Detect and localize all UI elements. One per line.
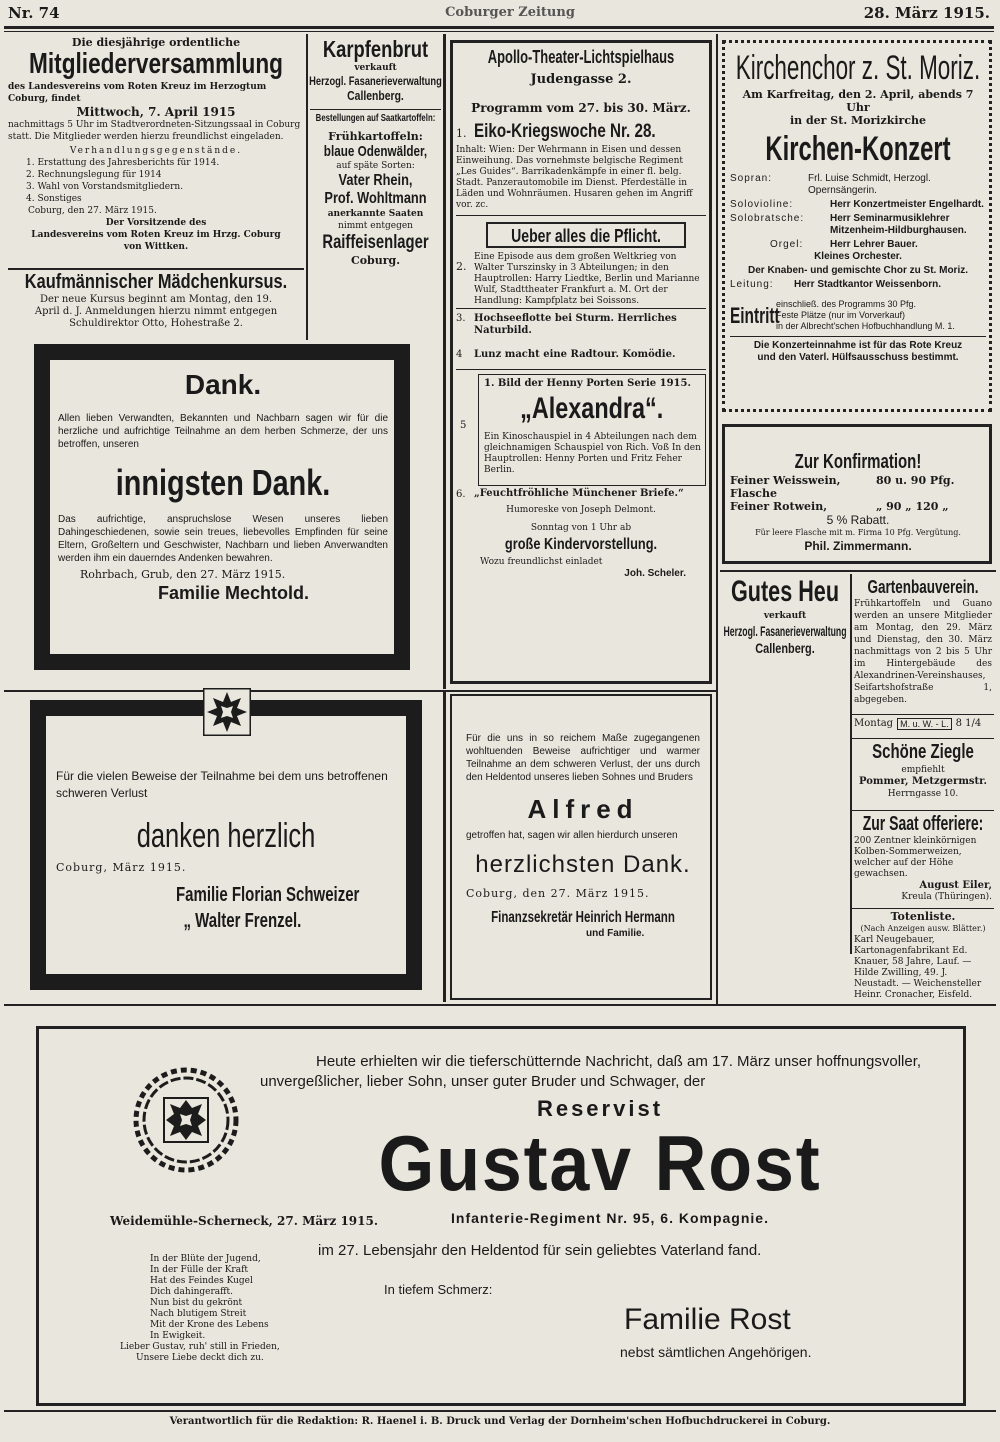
poem-line: Mit der Krone des Lebens — [150, 1320, 269, 1330]
ad-text: und den Vaterl. Hülfsausschuss bestimmt. — [757, 352, 959, 363]
footer-rule — [4, 1410, 996, 1412]
rost-place: Weidemühle-Scherneck, 27. März 1915. — [110, 1214, 379, 1228]
ad-text: blaue Odenwälder, — [323, 143, 428, 160]
program-item — [456, 121, 706, 145]
performer-row — [730, 279, 986, 291]
performer-label: Solobratsche: — [730, 213, 805, 224]
ad-title: Gartenbauverein. — [867, 577, 979, 597]
ad-mitgliederversammlung — [8, 36, 304, 253]
performer-row — [730, 213, 986, 237]
ad-dank-mechtold-content — [58, 368, 388, 604]
ad-text: Die Konzerteinnahme ist für das Rote Kreuz — [753, 340, 963, 351]
ad-rule — [852, 810, 994, 811]
ad-karpfenbrut — [310, 36, 441, 267]
ad-text: Frühkartoffeln und Guano werden an unsere Mitglieder am Montag, den 29. März und Dienstag, den 30. März nachmittags von 2 bis 5 Uhr im Hintergebäude des Alexandrinen-Vereinshauses, Seifartshofstraße 1, abgegeben. — [854, 599, 992, 705]
montag-label: Montag — [854, 718, 894, 729]
ad-title: Zur Konfirmation! — [794, 451, 922, 473]
agenda-item: 4. Sonstiges — [26, 194, 82, 204]
price-value: „ 90 „ 120 „ — [876, 500, 949, 513]
newspaper-title: Coburger Zeitung — [445, 5, 575, 20]
program-title: „Feuchtfröhliche Münchener Briefe.“ — [474, 488, 684, 499]
performer-name: Herr Stadtkantor Weissenborn. — [794, 279, 942, 290]
ad-text: (Nach Anzeigen ausw. Blätter.) — [860, 924, 986, 933]
ad-address: Judengasse 2. — [530, 72, 632, 87]
ad-signature: und Familie. — [586, 928, 645, 939]
program-item — [456, 374, 706, 486]
program-title: Lunz macht eine Radtour. Komödie. — [474, 349, 676, 360]
ad-rule — [456, 369, 706, 370]
price-row — [730, 474, 986, 500]
ad-title: Kirchenchor z. St. Moriz. — [735, 49, 981, 87]
column-rule — [850, 574, 852, 954]
poem-line: Nach blutigem Streit — [150, 1309, 247, 1319]
ad-text: Für leere Flasche mit m. Firma 10 Pfg. Vergütung. — [755, 528, 961, 537]
ad-text: nachmittags 5 Uhr im Stadtverordneten-Sitzungssaal in Coburg statt. Die Mitglieder werden hierzu freundlichst eingeladen. — [8, 120, 301, 142]
program-text: Wozu freundlichst einladet — [480, 557, 603, 567]
ad-signature: Joh. Scheler. — [624, 568, 686, 579]
ad-text: getroffen hat, sagen wir allen hierdurch unseren — [466, 830, 678, 841]
ad-text: einschließ. des Programms 30 Pfg. — [776, 299, 917, 309]
ad-totenliste — [854, 910, 992, 1001]
ad-ziegle — [854, 740, 992, 800]
ad-title: Totenliste. — [890, 910, 956, 923]
ad-text: Feste Plätze (nur im Vorverkauf) — [776, 310, 906, 320]
rost-poem — [120, 1254, 340, 1364]
ad-title: Kaufmännischer Mädchenkursus. — [24, 271, 288, 293]
ad-title: Apollo-Theater-Lichtspielhaus — [487, 47, 675, 67]
ad-text: Frühkartoffeln: — [328, 130, 423, 143]
ad-rule — [852, 908, 994, 909]
montag-fraction: 8 1/4 — [955, 718, 982, 729]
column-rule — [443, 34, 446, 689]
price-row — [730, 500, 986, 513]
ad-big-text: innigsten Dank. — [115, 462, 331, 503]
iron-cross-icon — [203, 688, 251, 736]
program-text: Humoreske von Joseph Delmont. — [506, 505, 656, 515]
program-text: Eine Episode aus dem großen Weltkrieg von Walter Turszinsky in 3 Abteilungen; in den Hauptrollen: Harry Liedtke, Berlin und Marianne Wulf, Stadttheater Frankfurt a. M. Ort der Handlung: Kampfplatz bei Soissons. — [474, 252, 700, 306]
row-rule — [4, 1004, 996, 1006]
ad-text: 200 Zentner kleinkörnigen Kolben-Sommerweizen, welcher auf der Höhe gewachsen. — [854, 836, 977, 879]
program-text: 1. Bild der Henny Porten Serie 1915. — [484, 378, 691, 389]
ad-title: Karpfenbrut — [322, 36, 429, 62]
rost-intro — [260, 1052, 960, 1092]
agenda-item: 1. Erstattung des Jahresberichts für 1914. — [26, 158, 220, 168]
ad-text: Für die uns in so reichem Maße zugegangenen wohltuenden Beweise aufrichtiger und warmer Teilnahme an dem schweren Verlust, der uns durch den Heldentod unseres lieben Sohnes und Bruders — [466, 733, 700, 783]
ad-text: Prof. Wohltmann — [324, 190, 427, 207]
ad-signature: Kreula (Thüringen). — [901, 892, 992, 902]
agenda-item: 2. Rechnungslegung für 1914 — [26, 170, 162, 180]
ad-text: nimmt entgegen — [338, 221, 413, 231]
agenda-item: 3. Wahl von Vorstandsmitgliedern. — [26, 182, 184, 192]
ad-signature: August Eiler, — [919, 880, 992, 891]
ad-kirchenchor-content — [730, 48, 986, 364]
ad-saat — [854, 812, 992, 903]
program-number: 3. — [456, 313, 466, 324]
ad-place-date: Coburg, den 27. März 1915. — [466, 887, 650, 900]
ad-rule — [456, 308, 706, 309]
performer-label: Leitung: — [730, 279, 774, 290]
program-item — [456, 313, 706, 349]
ad-konfirmation-content — [730, 450, 986, 553]
poem-line: Hat des Feindes Kugel — [150, 1276, 253, 1286]
ad-text: in der Albrecht'schen Hofbuchhandlung M. 1. — [776, 321, 955, 331]
issue-number: Nr. 74 — [8, 4, 60, 22]
ad-rule — [730, 336, 986, 337]
ad-signature: Familie Mechtold. — [158, 583, 310, 603]
ad-text: unvergeßlicher, lieber Sohn, unser guter Bruder und Schwager, der — [260, 1073, 706, 1090]
performer-name: Herr Seminarmusiklehrer Mitzenheim-Hildburghausen. — [830, 213, 967, 236]
ad-text: verkauft — [763, 611, 807, 621]
ad-text: empfiehlt — [901, 765, 945, 775]
ad-rule — [456, 215, 706, 216]
ad-text: Schuldirektor Otto, Hohestraße 2. — [69, 318, 243, 329]
header-rule — [4, 26, 994, 29]
program-number: 6. — [456, 489, 466, 500]
ad-text: Vater Rhein, — [338, 172, 413, 189]
performer-name: Herr Lehrer Bauer. — [830, 239, 918, 250]
ad-intro: Die diesjährige ordentliche — [71, 36, 241, 49]
ad-signature: Finanzsekretär Heinrich Hermann — [491, 909, 675, 926]
ad-gartenbauverein — [854, 576, 992, 706]
ad-text: Für die vielen Beweise der Teilnahme bei dem uns betroffenen schweren Verlust — [56, 769, 388, 800]
ad-signature: von Wittken. — [123, 242, 189, 252]
row-rule — [4, 690, 716, 692]
poem-line: Lieber Gustav, ruh' still in Frieden, — [120, 1342, 280, 1352]
program-item — [456, 349, 706, 365]
ad-text: auf späte Sorten: — [336, 161, 415, 171]
wreath-cross-icon — [126, 1058, 246, 1178]
performer-label: Orgel: — [770, 239, 804, 250]
ad-text: Das aufrichtige, anspruchslose Wesen unseres lieben Dahingeschiedenen, sowie sein treues, liebevolles Empfinden für seine Eltern, Großeltern und Geschwister, Nachbarn und lieben Anverwandten werden ihm ein dauerndes Andenken bewahren. — [58, 514, 388, 564]
ad-text: Heute erhielten wir die tieferschütternde Nachricht, daß am 17. März unser hoffnungsvoller, — [316, 1053, 922, 1070]
column-rule — [443, 692, 446, 1002]
rost-signature: Familie Rost — [624, 1303, 791, 1336]
performer-name: Frl. Luise Schmidt, Herzogl. Opernsängerin. — [808, 173, 931, 196]
ad-text: 5 % Rabatt. — [826, 513, 890, 527]
ad-text: Herrngasse 10. — [887, 789, 959, 799]
ad-text: Callenberg. — [755, 640, 815, 656]
program-item — [456, 488, 706, 504]
program-text: Sonntag von 1 Uhr ab — [530, 523, 632, 533]
ad-big-text: danken herzlich — [136, 817, 316, 855]
ad-dank-schweizer-content — [56, 768, 396, 934]
price-label: Feiner Weisswein, Flasche — [730, 474, 841, 500]
performer-label: Solovioline: — [730, 199, 794, 210]
ad-text: verkauft — [354, 63, 397, 73]
program-title: große Kindervorstellung. — [504, 536, 658, 553]
ad-text: Am Karfreitag, den 2. April, abends 7 Uhr — [742, 88, 974, 114]
ad-title: Zur Saat offeriere: — [862, 813, 984, 835]
ad-big-text: Kirchen-Konzert — [765, 130, 951, 168]
poem-line: Dich dahingerafft. — [150, 1287, 234, 1297]
ad-text: Allen lieben Verwandten, Bekannten und Nachbarn sagen wir für die herzliche und aufrichtige Teilnahme an dem herben Schmerze, der uns betroffen, unseren — [58, 413, 388, 450]
program-number: 1. — [456, 127, 467, 140]
performer-row — [730, 199, 986, 211]
ad-signature: Der Vorsitzende des — [105, 218, 207, 228]
imprint: Verantwortlich für die Redaktion: R. Haenel i. B. Druck und Verlag der Dornheim'schen Hofbuchdruckerei in Coburg. — [169, 1416, 831, 1427]
ad-text: Der neue Kursus beginnt am Montag, den 19. — [39, 294, 273, 305]
poem-line: In der Fülle der Kraft — [150, 1265, 249, 1275]
ad-apollo-content — [456, 46, 706, 579]
ad-text: April d. J. Anmeldungen hierzu nimmt entgegen — [34, 306, 278, 317]
ad-gutes-heu — [722, 574, 848, 656]
ad-signature: Landesvereins vom Roten Kreuz im Hrzg. Coburg — [31, 230, 281, 240]
eintritt-info — [776, 299, 986, 332]
ad-text: Coburg. — [350, 254, 401, 267]
poem-line: In Ewigkeit. — [150, 1331, 206, 1341]
rost-text: im 27. Lebensjahr den Heldentod für sein geliebtes Vaterland fand. — [318, 1242, 762, 1259]
ad-title: Mitgliederversammlung — [29, 48, 283, 80]
ad-rule — [852, 714, 994, 715]
ad-programm: Programm vom 27. bis 30. März. — [471, 101, 691, 115]
ad-text: in der St. Morizkirche — [789, 114, 927, 127]
ad-big-text: herzlichsten Dank. — [475, 851, 691, 878]
program-title-text: „Alexandra“. — [520, 392, 664, 425]
ad-rule — [852, 738, 994, 739]
ad-title: Gutes Heu — [730, 575, 840, 608]
ad-text: Bestellungen auf Saatkartoffeln: — [315, 113, 436, 124]
ad-title: Schöne Ziegle — [872, 741, 974, 763]
program-number: 2. — [456, 260, 467, 273]
performer-name: Kleines Orchester. — [814, 251, 902, 262]
ad-place-date: Coburg, den 27. März 1915. — [28, 206, 157, 216]
eintritt-label: Eintritt — [730, 302, 780, 328]
ad-signature: Phil. Zimmermann. — [804, 539, 912, 553]
program-title — [478, 392, 706, 426]
ad-text: Pommer, Metzgermstr. — [859, 776, 987, 787]
ad-title: Dank. — [184, 369, 262, 400]
program-title: Hochseeflotte bei Sturm. Herrliches Naturbild. — [474, 313, 677, 336]
program-title — [486, 222, 686, 248]
rost-signature-sub: nebst sämtlichen Angehörigen. — [620, 1344, 812, 1360]
montag-row — [854, 718, 992, 730]
program-text: Ein Kinoschauspiel in 4 Abteilungen nach dem gleichnamigen Schauspiel von Rich. Voß In den Hauptrollen: Henny Porten und Fritz Feher Berlin. — [484, 432, 701, 475]
ad-rule — [720, 570, 996, 572]
ad-rule — [310, 109, 441, 110]
issue-date: 28. März 1915. — [863, 4, 990, 22]
ad-place-date: Rohrbach, Grub, den 27. März 1915. — [80, 568, 286, 581]
header-rule-thin — [4, 31, 994, 32]
performer-row — [730, 173, 986, 197]
performer-label: Sopran: — [730, 173, 773, 184]
price-label: Feiner Rotwein, — [730, 500, 828, 513]
ad-text: Callenberg. — [347, 88, 404, 103]
poem-line: Unsere Liebe deckt dich zu. — [136, 1353, 264, 1363]
ad-text: anerkannte Saaten — [327, 209, 424, 219]
ad-name: Alfred — [527, 794, 639, 824]
ad-signature: „ Walter Frenzel. — [183, 910, 302, 932]
price-value: 80 u. 90 Pfg. — [876, 474, 955, 487]
program-item — [456, 220, 706, 308]
poem-line: In der Blüte der Jugend, — [150, 1254, 261, 1264]
ad-text: Herzogl. Fasanerieverwaltung — [723, 623, 847, 639]
performer-name: Der Knaben- und gemischte Chor zu St. Moriz. — [747, 265, 968, 276]
program-title-text: Ueber alles die Pflicht. — [511, 226, 661, 246]
agenda-title: Verhandlungsgegenstände. — [69, 146, 243, 156]
rost-rank: Reservist — [536, 1096, 664, 1121]
montag-badge: M. u. W. - L. — [897, 718, 952, 730]
ad-signature: Familie Florian Schweizer — [176, 884, 360, 906]
program-number: 5 — [460, 420, 467, 431]
rost-name: Gustav Rost — [378, 1119, 822, 1207]
poem-line: Nun bist du gekrönt — [150, 1298, 243, 1308]
ad-date: Mittwoch, 7. April 1915 — [76, 105, 236, 119]
ad-text: Herzogl. Fasanerieverwaltung — [309, 74, 442, 88]
ad-text: Karl Neugebauer, Kartonagenfabrikant Ed. Knauer, 58 Jahre, Lauf. — Hilde Zwilling, 49. J. Neustadt. — Weichensteller Heinr. Cronacher, Eisfeld. — [854, 935, 982, 1000]
agenda-list — [8, 157, 304, 205]
eintritt-row — [730, 299, 986, 332]
program-number: 4 — [456, 349, 463, 360]
rost-schmerz: In tiefem Schmerz: — [384, 1282, 493, 1297]
performer-row — [730, 239, 986, 251]
ad-maedchenkursus — [8, 270, 304, 330]
rost-unit: Infanterie-Regiment Nr. 95, 6. Kompagnie. — [451, 1210, 769, 1226]
ad-dank-alfred-content — [466, 732, 700, 939]
column-rule — [716, 34, 718, 1004]
ad-text: Raiffeisenlager — [322, 232, 429, 253]
program-text: Inhalt: Wien: Der Wehrmann in Eisen und dessen Einweihung. Das vornehmste belgische Regiment „Les Guides“. Barrikadenkämpfe in einer fl. belg. Stadt. Panzerautomobile im Dienst. Pferdeställe in Läden und Wohnräumen. Husaren gehen im Angriff vor. zc. — [456, 145, 693, 210]
program-title: Eiko-Kriegswoche Nr. 28. — [474, 121, 656, 142]
performer-name: Herr Konzertmeister Engelhardt. — [830, 199, 984, 210]
ad-place-date: Coburg, März 1915. — [56, 861, 187, 874]
ad-text: des Landesvereins vom Roten Kreuz im Herzogtum Coburg, findet — [8, 82, 267, 104]
